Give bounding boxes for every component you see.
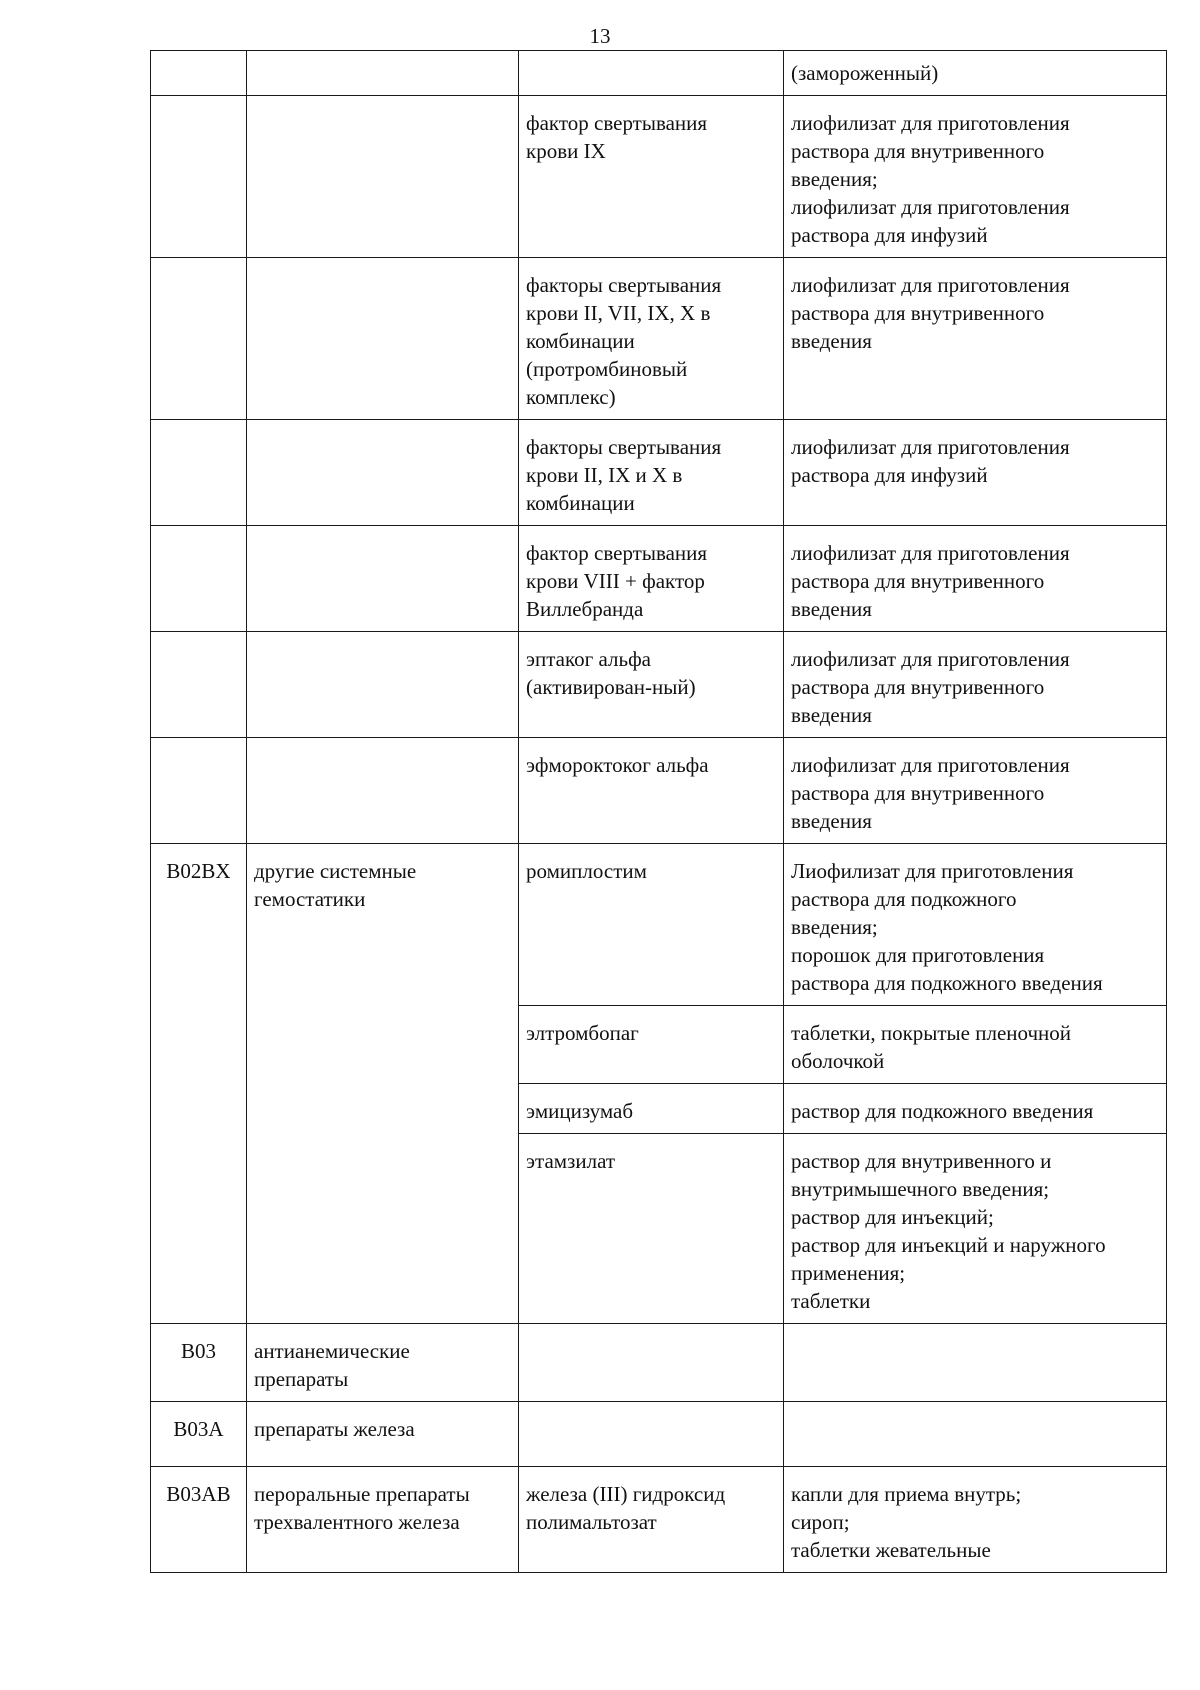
group-cell: антианемические препараты [247, 1324, 519, 1402]
group-cell [247, 632, 519, 738]
atc-code-cell: B03 [151, 1324, 247, 1402]
dosage-form-cell: раствор для внутривенного и внутримышечного введения; раствор для инъекций; раствор для инъекций и наружного применения; таблетки [784, 1134, 1167, 1324]
table-row [151, 420, 1167, 526]
group-cell: другие системные гемостатики [247, 844, 519, 1324]
group-cell: пероральные препараты трехвалентного железа [247, 1467, 519, 1573]
dosage-form-cell: лиофилизат для приготовления раствора для инфузий [784, 420, 1167, 526]
page-number: 13 [589, 24, 611, 48]
group-cell [247, 51, 519, 96]
table-row [151, 526, 1167, 632]
atc-code-cell [151, 526, 247, 632]
group-cell: препараты железа [247, 1402, 519, 1467]
table-row [151, 258, 1167, 420]
dosage-form-cell: лиофилизат для приготовления раствора для внутривенного введения [784, 738, 1167, 844]
substance-cell [519, 1324, 784, 1402]
atc-code-cell [151, 96, 247, 258]
group-cell [247, 258, 519, 420]
dosage-form-cell: лиофилизат для приготовления раствора для внутривенного введения [784, 632, 1167, 738]
atc-code-cell [151, 51, 247, 96]
atc-code-cell [151, 258, 247, 420]
table-row [151, 96, 1167, 258]
substance-cell: факторы свертывания крови II, IX и X в комбинации [519, 420, 784, 526]
table-row [151, 1402, 1167, 1467]
dosage-form-cell: лиофилизат для приготовления раствора для внутривенного введения [784, 526, 1167, 632]
substance-cell: факторы свертывания крови II, VII, IX, X в комбинации (протромбиновый комплекс) [519, 258, 784, 420]
atc-code-cell: B03AB [151, 1467, 247, 1573]
substance-cell: ромиплостим [519, 844, 784, 1006]
dosage-form-cell: раствор для подкожного введения [784, 1084, 1167, 1134]
dosage-form-cell: таблетки, покрытые пленочной оболочкой [784, 1006, 1167, 1084]
table-row [151, 1324, 1167, 1402]
substance-cell [519, 1402, 784, 1467]
table-row [151, 844, 1167, 1006]
atc-code-cell: B02BX [151, 844, 247, 1324]
dosage-form-cell: (замороженный) [784, 51, 1167, 96]
dosage-form-cell: Лиофилизат для приготовления раствора для подкожного введения; порошок для приготовления раствора для подкожного введения [784, 844, 1167, 1006]
substance-cell: фактор свертывания крови IX [519, 96, 784, 258]
substance-cell: элтромбопаг [519, 1006, 784, 1084]
drug-table [150, 50, 1167, 1573]
substance-cell [519, 51, 784, 96]
atc-code-cell [151, 420, 247, 526]
table-row [151, 51, 1167, 96]
table-row [151, 632, 1167, 738]
substance-cell: этамзилат [519, 1134, 784, 1324]
table-row [151, 1467, 1167, 1573]
substance-cell: эптаког альфа (активирован-ный) [519, 632, 784, 738]
group-cell [247, 420, 519, 526]
substance-cell: эфмороктоког альфа [519, 738, 784, 844]
group-cell [247, 526, 519, 632]
dosage-form-cell [784, 1402, 1167, 1467]
atc-code-cell [151, 632, 247, 738]
atc-code-cell [151, 738, 247, 844]
dosage-form-cell [784, 1324, 1167, 1402]
atc-code-cell: B03A [151, 1402, 247, 1467]
substance-cell: фактор свертывания крови VIII + фактор Виллебранда [519, 526, 784, 632]
dosage-form-cell: лиофилизат для приготовления раствора для внутривенного введения [784, 258, 1167, 420]
substance-cell: эмицизумаб [519, 1084, 784, 1134]
dosage-form-cell: капли для приема внутрь; сироп; таблетки жевательные [784, 1467, 1167, 1573]
group-cell [247, 96, 519, 258]
table-row [151, 738, 1167, 844]
dosage-form-cell: лиофилизат для приготовления раствора для внутривенного введения; лиофилизат для приготовления раствора для инфузий [784, 96, 1167, 258]
group-cell [247, 738, 519, 844]
substance-cell: железа (III) гидроксид полимальтозат [519, 1467, 784, 1573]
